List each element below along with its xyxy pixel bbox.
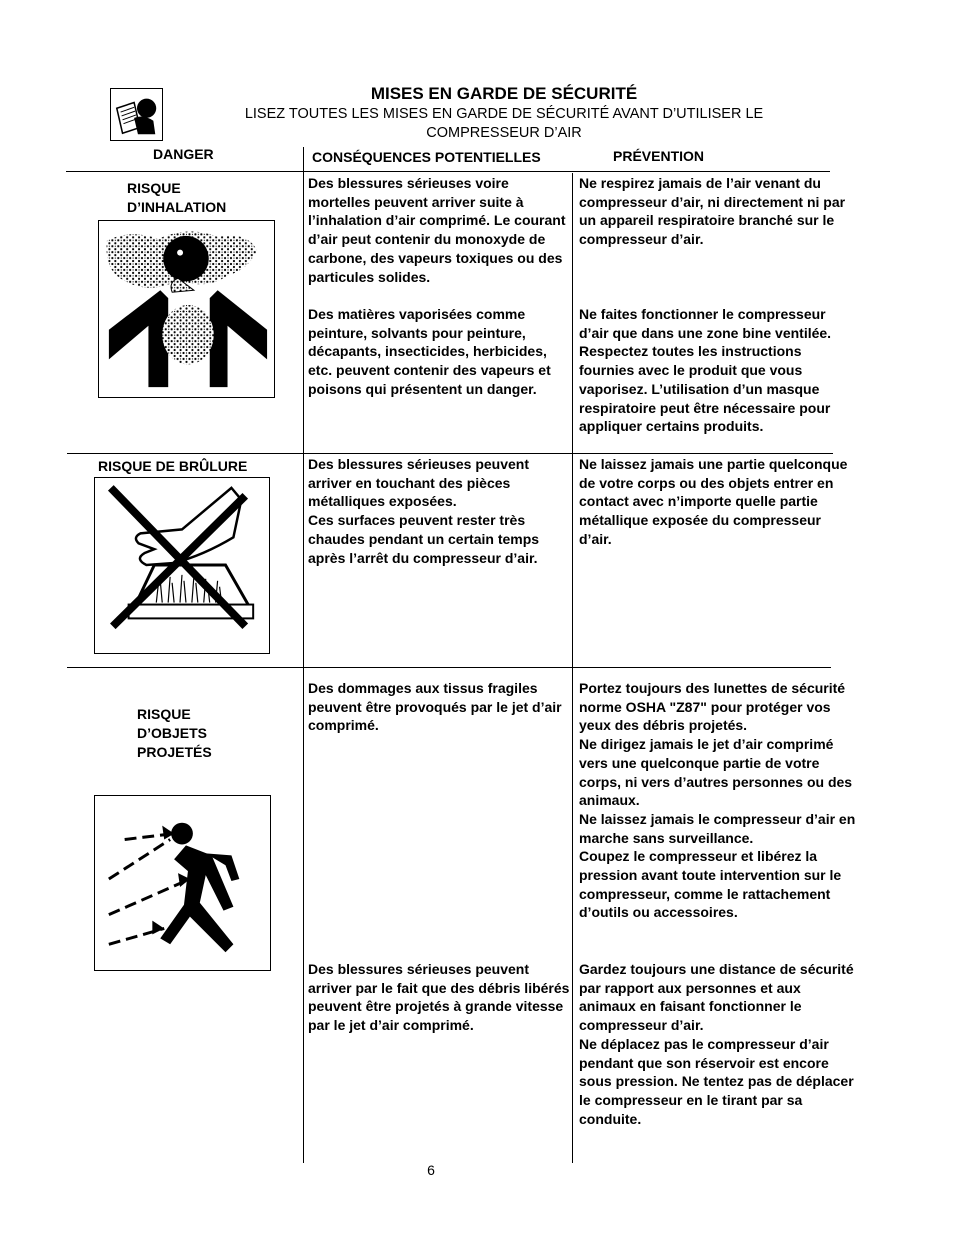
flying-objects-prevention-1: Portez toujours des lunettes de sécurité norme OSHA "Z87" pour protéger vos yeux des débris projetés. Ne dirigez jamais le jet d’air comprimé vers une quelconque partie de votre corps, ni vers d’autres personnes ou des animaux. Ne laissez jamais le compresseur d’air en marche sans surveillance. Coupez le compresseur et libérez la pression avant toute intervention sur le compresseur, comme le rattachement d’outils ou accessoires. [579, 680, 856, 921]
header-consequences: CONSÉQUENCES POTENTIELLES [312, 149, 541, 165]
row-label-burn: RISQUE DE BRÛLURE [98, 458, 248, 474]
inhalation-prevention-1: Ne respirez jamais de l’air venant du compresseur d’air, ni directement ni par un appareil respiratoire branché sur le compresseur d’air. [579, 175, 846, 248]
inhalation-prevention-2: Ne faites fonctionner le compresseur d’air que dans une zone bine ventilée. Respectez toutes les instructions fournies avec le produit que vous vaporisez. L’utilisation d’un masque respiratoire peut être nécessaire pour appliquer certains produits. [579, 306, 832, 435]
header-prevention: PRÉVENTION [613, 148, 705, 164]
subtitle-line-1: LISEZ TOUTES LES MISES EN GARDE DE SÉCURITÉ AVANT D’UTILISER LE [244, 106, 764, 122]
subtitle-line-2: COMPRESSEUR D’AIR [426, 125, 582, 141]
inhalation-hazard-icon [98, 220, 275, 398]
burn-prevention: Ne laissez jamais une partie quelconque de votre corps ou des objets entrer en contact avec n’importe quelle partie métallique exposée du compresseur d’air. [579, 456, 848, 547]
page-subtitle [0, 105, 954, 143]
column-divider-2 [572, 173, 573, 1163]
row-label-flying-objects: RISQUE D’OBJETS PROJETÉS [137, 706, 212, 760]
table-header-rule [66, 171, 830, 172]
flying-objects-hazard-icon [94, 795, 271, 971]
header-danger: DANGER [153, 146, 214, 162]
inhalation-consequences-2: Des matières vaporisées comme peinture, solvants pour peinture, décapants, insecticides, herbicides, etc. peuvent contenir des vapeurs et poisons qui présentent un danger. [308, 306, 551, 397]
burn-consequences: Des blessures sérieuses peuvent arriver en touchant des pièces métalliques exposées. Ces surfaces peuvent rester très chaudes pendant un certain temps après l’arrêt du compresseur d’air. [308, 456, 540, 566]
burn-hazard-icon [94, 477, 270, 654]
row-label-inhalation: RISQUE D’INHALATION [127, 180, 227, 215]
page-title: MISES EN GARDE DE SÉCURITÉ [370, 84, 638, 103]
page-number: 6 [427, 1162, 435, 1178]
row-divider-2 [67, 667, 831, 668]
inhalation-consequences-1: Des blessures sérieuses voire mortelles peuvent arriver suite à l’inhalation d’air comprimé. Le courant d’air peut contenir du monoxyde de carbone, des vapeurs toxiques ou des particules solides. [308, 175, 566, 285]
flying-objects-consequences-1: Des dommages aux tissus fragiles peuvent être provoqués par le jet d’air comprimé. [308, 680, 562, 734]
column-divider-1 [303, 147, 304, 1163]
row-divider-1 [67, 453, 833, 454]
flying-objects-consequences-2: Des blessures sérieuses peuvent arriver par le fait que des débris libérés peuvent être projetés à grande vitesse par le jet d’air comprimé. [308, 961, 570, 1034]
flying-objects-prevention-2: Gardez toujours une distance de sécurité par rapport aux personnes et aux animaux en faisant fonctionner le compresseur d’air. Ne déplacez pas le compresseur d’air pendant que son réservoir est encore sous pression. Ne tentez pas de déplacer le compresseur en le tirant par sa conduite. [579, 961, 854, 1127]
